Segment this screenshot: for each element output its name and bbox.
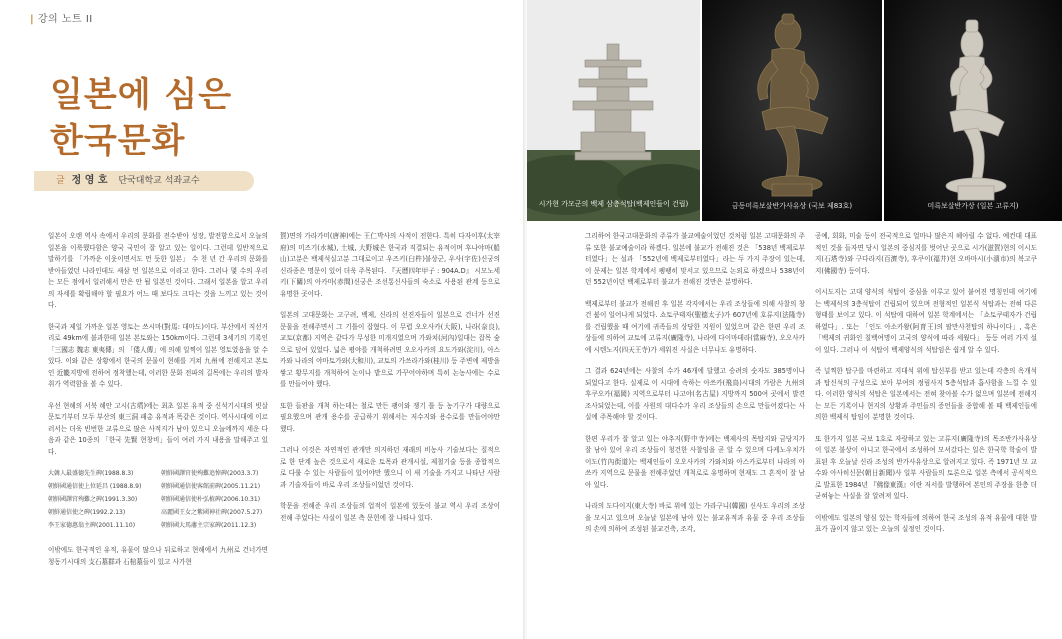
paragraph: 공예, 회화, 미술 등이 전국적으로 얼마나 많은지 헤아릴 수 없다. 예컨대 대표적인 것을 들자면 당시 일본의 중심지를 벗어난 곳으로 시가(滋賀)현의 이시도지(石塔寺)와 구다라지(百濟寺), 후쿠이(福井)현 오바마시(小濱市)의 복고쿠지(佛國寺) 등이다. — [815, 232, 1037, 275]
monument-item: 朝鮮通信使之碑(1992.2.13) — [48, 509, 126, 516]
article-title-line2: 한국문화 — [50, 121, 186, 161]
monument-item: 李王家德惠翁主碑(2001.11.10) — [48, 522, 136, 529]
photo-caption: 미륵보살반가상 (일본 고류지) — [927, 202, 1019, 210]
running-header: | 강의 노트 II — [30, 14, 93, 25]
author-bar — [34, 171, 254, 191]
paragraph: 또한 들판을 개척 하는데는 철로 만든 괭이와 쟁기 틀 등 농기구가 대량으로 필요했으며 관개 용수를 공급하기 위해서는 저수지와 용수로를 만들어야만 했다. — [280, 401, 500, 433]
paragraph: 이시도지는 고대 양식의 석탑이 중심을 이루고 있어 붙여진 명칭인데 여기에는 백제식의 3층석탑이 건립되어 있으며 전형적인 일본식 석탑과는 전혀 다른 형태를 보이고 있다. 이 석탑에 대하여 일본 학계에서는 「쇼토쿠태자가 건립하였다」. 또는 「인도 아소카왕(阿育王)의 팔만사천탑의 하나이다」, 혹은 「백제의 귀화인 칠백여명이 고국의 양식에 따라 세웠다」 등등 여러 가지 설이 있다. 그러나 이 석탑이 백제양식의 석탑임은 쉽게 알 수 있다. — [815, 288, 1037, 354]
paragraph: 일본이 오랜 역사 속에서 우리의 문화를 전수받아 성장, 발전함으로서 오늘의 일본을 이룩했다함은 양국 국민이 잘 알고 있는 일이다. 그런데 일반적으로 말하기를 「가까운 이웃이면서도 먼 듯한 일본」 수 천 년 간 우리의 문화를 받아들였던 나라인데도 새삼 먼 일본으로 이라고 한다. 그러나 몇 수의 우리는 모든 점에서 일러해서 만은 안 될 일본인 것이다. 그래서 일본을 알고 우리의 자세를 확립해야 할 필요가 어느 때 보다도 크다는 것을 느끼고 있는 것이다. — [48, 232, 268, 309]
text-column-2 — [280, 231, 500, 639]
paragraph: 학문을 전해준 우리 조상들의 업적이 일본에 있듯이 불교 역시 우리 조상이 전해 주었다는 사실이 일본 측 문헌에 잘 나타나 있다. — [280, 502, 500, 522]
paragraph: 즉 널찍한 탑구를 마련하고 지대석 위에 탑신부를 받고 있는데 각층의 옥개석과 탑신석의 구성으로 보아 부여의 정림사지 5층석탑과 흡사함을 느낄 수 있다. 이러한 양식의 석탑은 일본에서는 전혀 찾아볼 수가 없으며 일본에 전해지는 모든 기록이나 현지의 상황과 주민들의 증언들을 종합해 볼 때 백제인들에 의한 백제식 탑임이 분명한 것이다. — [815, 367, 1037, 421]
text-column-4 — [815, 231, 1037, 639]
photo-wooden-maitreya — [884, 0, 1062, 221]
photo-caption: 금동미륵보살반가사유상 (국보 제83호) — [731, 202, 853, 210]
bronze-statue-illustration — [702, 0, 882, 221]
photo-stone-pagoda — [527, 0, 700, 221]
author-mark: 글 — [56, 176, 65, 186]
monument-list — [48, 468, 268, 531]
paragraph: 한편 우리가 잘 알고 있는 야추지(野中寺)에는 백제사의 목탑지와 금당지가 잘 남아 있어 우리 조상들이 청건한 사찰임을 곧 알 수 있으며 다케노우치가이도(竹內街道)는 백제인들이 오오사카의 가와치와 아스카로부터 나라의 아쓰카 지역으로 문물을 전해주었던 개척로로 유명하며 현재도 그 흔적이 잘 남아 있다. — [585, 434, 805, 489]
paragraph: 한국과 제일 가까운 일본 영토는 쓰시마(對馬: 대마도)이다. 부산에서 직선거리로 49km에 불과한데 일본 본토와는 150km이다. 그런데 3세기의 기록인 「三國志 魏志 東夷傳」의 「倭人傳」에 의해 일찍이 일본 영토였음을 알 수 있다. 이와 같은 상황에서 한국의 문물이 현해를 거쳐 九州에 전해지고 본토인 近畿지방에 전하여 정착했는데, 이러한 문화 전파의 길목에는 우리의 발자취가 역력함을 볼 수 있다. — [48, 322, 268, 388]
monument-item: 朝鮮國譯官殉難之碑(1991.3.30) — [48, 496, 138, 503]
monument-item: 朝鮮國通信使客館前碑(2005.11.21) — [161, 483, 261, 490]
author-name: 정 영 호 — [71, 175, 108, 186]
paragraph: 우선 현해의 서북 해안 고시(古墳)에는 최초 일본 유적 중 신석기시대의 빗살문토기부터 모두 부산의 東三洞 패총 유적과 똑같은 것이다. 역사시대에 이르러서는 더욱 빈번한 교류으로 많은 사적지가 남아 있으니 오늘에까지 세운 다음과 같은 10종의 「한국 先賢 현창비」들이 여러 가지 내용을 말해주고 있다. — [48, 401, 268, 456]
paragraph: 그 결과 624년에는 사찰의 수가 46개에 달했고 승려의 숫자도 385명이나 되었다고 한다. 실제로 이 시대에 속하는 아쓰카(飛鳥)시대의 가람은 九州의 후쿠오카(福岡) 지역으로부터 나고야(名古屋) 지방까지 500여 곳에서 발견 조사되었는데, 이를 사원의 대다수가 우리 조상들의 손으로 만들어졌다는 사실에 주목해야 할 것이다. — [585, 367, 805, 421]
pagoda-illustration — [527, 0, 700, 221]
paragraph: 이밖에도 일본의 양심 있는 학자들에 의하여 한국 조성의 유적 유물에 대한 발표가 끊이지 않고 있는 오늘의 실정인 것이다. — [815, 513, 1037, 533]
monument-item: 朝鮮國通信使朴弘植碑(2006.10.31) — [161, 496, 261, 503]
monument-item: 朝鮮國譯官使殉難追悼碑(2003.3.7) — [161, 470, 259, 477]
left-page — [0, 0, 525, 639]
paragraph: 그리하여 한국고대문화의 주류가 불교예술이었던 것처럼 일본 고대문화의 주류 또한 불교예술이라 하겠다. 일본에 불교가 전해진 것은 「538년 백제로부터였다」는 설과 「552년에 백제로부터였다」라는 두 가지 주장이 있는데, 이 문제는 일본 학계에서 팽팽히 맞서고 있으므로 논외로 하겠으나 538년이던 552년이던 백제로부터 불교가 전해진 것만은 분명하다. — [585, 232, 805, 286]
photo-caption: 시가현 가모군의 백제 삼층석탑(백제인들이 건립) — [538, 200, 689, 208]
author-affiliation: 단국대학교 석좌교수 — [118, 176, 200, 186]
paragraph: 나라의 도다이지(東大寺) 바로 위에 있는 가라구니(韓國) 신사도 우리의 조상을 모시고 있으며 오늘날 일본에 남아 있는 불교유적과 유물 중 우리 조상들의 손에 의하여 조성된 불교건축, 조각, — [585, 502, 805, 533]
article-title-line1: 일본에 심은 — [50, 75, 233, 115]
paragraph: 백제로부터 불교가 전해진 후 일본 각지에서는 우리 조상들에 의해 사찰의 창건 붐이 일어나게 되었다. 쇼토쿠태자(聖德太子)가 607년에 호류지(法隆寺)를 건립했을 때 여기에 귀족들의 상당한 지원이 있었으며 같은 한편 우리 조상들에 의하여 교토에 고류지(廣隆寺), 나라에 다이마데라(當麻寺), 오오사카에 시텐노지(四天王寺)가 세워진 사실은 너무나도 유명하다. — [585, 299, 805, 354]
photo-bronze-bodhisattva — [702, 0, 882, 221]
paragraph: 이밖에도 한국적인 유적, 유물이 많으나 뒤로하고 현해에서 九州로 건너가면 청동기시대의 支石墓群과 石棺墓들이 있고 사가현 — [48, 546, 268, 566]
paragraph: 그러나 이것은 자연적인 관개만 의지하던 재래의 비농사 기술보다는 질적으로 한 단계 높은 것으로서 새로운 토목과 관개시설, 제철기술 등을 종합적으로 다룰 수 있는 사람들이 있어야만 했으니 이 새 기술을 가지고 나타난 사람과 기술자들이 바로 우리 조상들이었던 것이다. — [280, 446, 500, 489]
paragraph: 賀)면의 가라가미(唐神)에는 王仁박사의 사적이 전한다. 특히 다자이후(太宰府)의 미즈기(水城), 土城, 大野城은 한국과 직결되는 유적이며 후나야마(船山)고분은 백제석실고분 그대로이고 우즈키(臼杵)불상군, 우사(宇佐)신궁의 신라종은 명문이 있어 더욱 주목된다. 『天曆四年甲子 : 904A.D』 시모노세키(下關)의 아카마(赤間)신궁은 조선통신사들의 숙소로 사용된 관계 등으로 유명한 곳이다. — [280, 232, 500, 298]
text-column-1 — [48, 231, 268, 639]
monument-item: 朝鮮國大馬藩主宗家碑(2011.12.3) — [161, 522, 257, 529]
wooden-statue-illustration — [884, 0, 1062, 221]
text-column-3 — [585, 231, 805, 639]
monument-item: 大韓人最盛德先生碑(1988.8.3) — [48, 470, 134, 477]
monument-item: 朝鮮國通信使上位延昌 (1988.8.9) — [48, 483, 142, 490]
paragraph: 또 한가지 일본 국보 1호로 자랑하고 있는 고류지(廣隆寺)의 목조반가사유상이 일본 불상이 아니고 한국에서 조성하여 모셔갔다는 일은 한국학 학술이 발표된 후 오늘날 신라 조성의 반가사유상으로 알려지고 있다. 즉 1971년 모 교수와 아사히신문(朝日新聞)사 일부 사람들의 토론으로 일본 측에서 공식적으로 발표한 1984년 『佛像東漢』이란 저서를 발행하여 본인의 주장을 한층 더 굳혀놓는 사실을 잘 알려져 있다. — [815, 434, 1037, 500]
section-label: 강의 노트 II — [37, 14, 93, 25]
paragraph: 일본의 고대문화는 고구려, 백제, 신라의 선진자들이 일본으로 건너가 선진 문물을 전해주면서 그 기틀이 잡혔다. 이 무렵 오오사카(大阪), 나라(奈良), 교토(京都) 지역은 같다가 무성한 미개지였으며 가와치(河內)일대는 잡목 숲으로 덮여 있었다. 넓은 평야를 개척하려면 오오사카의 요도가와(淀川), 아스카와 나라의 야마토가와(大和川), 교토의 가쓰라가와(桂川) 등 주변에 제방을 쌓고 황무지를 개척하여 논이나 밭으로 가꾸어야하며 특히 논농사에는 수로를 만들어야 했다. — [280, 311, 500, 388]
monument-item: 高麗國王女之紫國神社碑(2007.5.27) — [161, 509, 263, 516]
article-title — [50, 72, 232, 164]
